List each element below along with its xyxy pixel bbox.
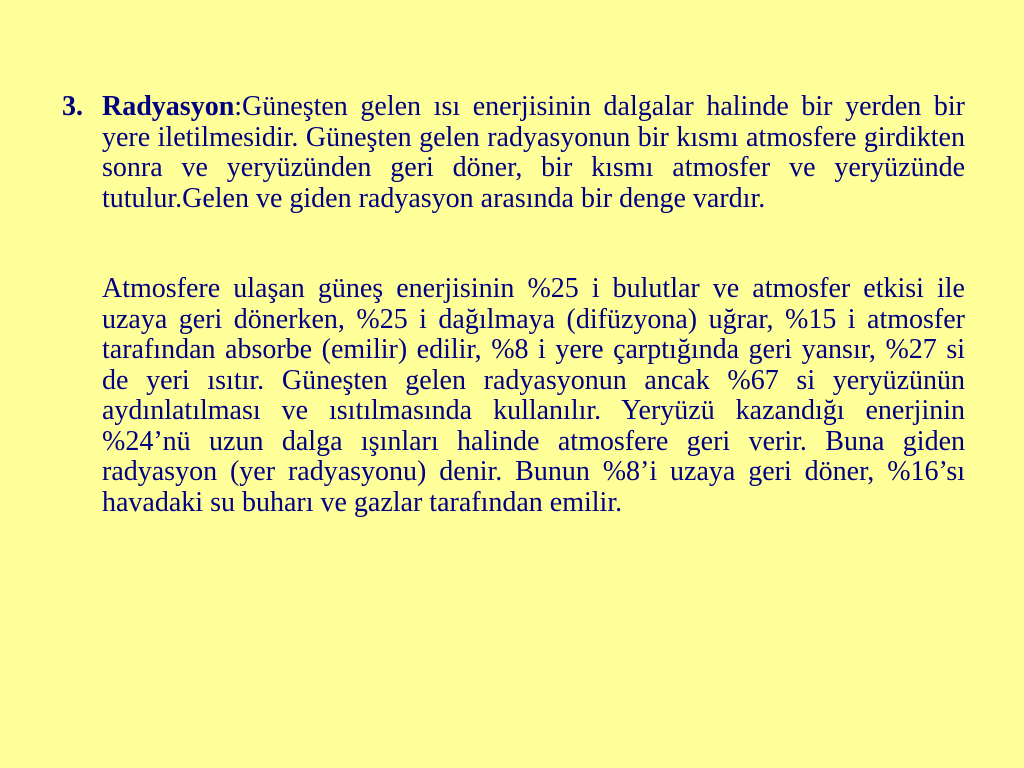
term-radyasyon: Radyasyon — [102, 91, 235, 122]
paragraph-energy-distribution: Atmosfere ulaşan güneş enerjisinin %25 i bulutlar ve atmosfer etkisi ile uzaya geri dönerken, %25 i dağılmaya (difüzyona) uğrar, %15 i atmosfer tarafından absorbe (emilir) edilir, %8 i yere çarptığında geri yansır, %27 si de yeri ısıtır. Güneşten gelen radyasyonun ancak %67 si yeryüzünün aydınlatılması ve ısıtılmasında kullanılır. Yeryüzü kazandığı enerjinin %24’nü uzun dalga ışınları halinde atmosfere geri verir. Buna giden radyasyon (yer radyasyonu) denir. Bunun %8’i uzaya geri döner, %16’sı havadaki su buharı ve gazlar tarafından emilir. — [102, 273, 965, 518]
definition-text: :Güneşten gelen ısı enerjisinin dalgalar halinde bir yerden bir yere iletilmesidir. Güneşten gelen radyasyonun bir kısmı atmosfere girdikten sonra ve yeryüzünden geri döner, bir kısmı atmosfer ve yeryüzünde tutulur.Gelen ve giden radyasyon arasında bir denge vardır. — [102, 91, 965, 214]
slide-body — [62, 92, 965, 518]
item-number: 3. — [62, 91, 83, 122]
item-radyasyon — [62, 92, 965, 214]
